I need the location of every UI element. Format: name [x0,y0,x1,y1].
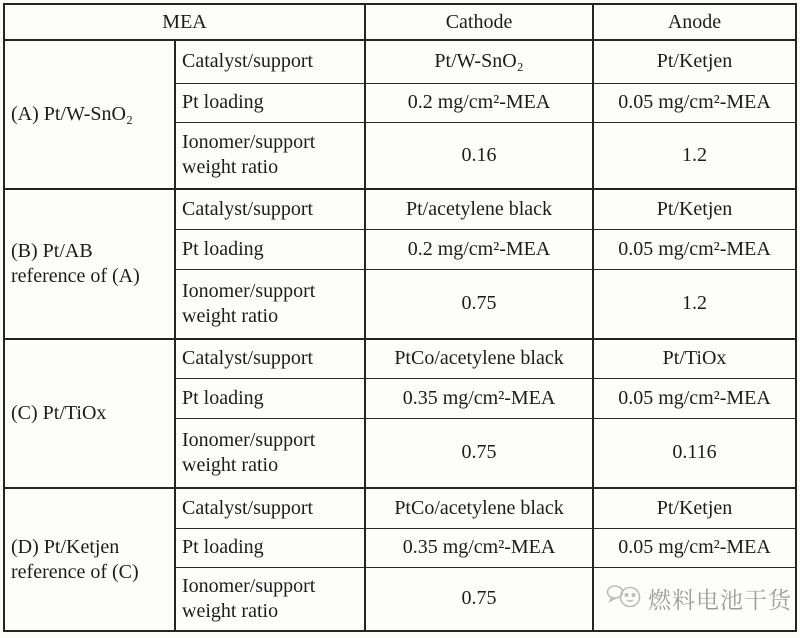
group-label-b: (B) Pt/AB reference of (A) [4,189,175,339]
cathode-value: PtCo/acetylene black [365,339,593,378]
anode-value: Pt/Ketjen [593,40,796,83]
anode-value: Pt/Ketjen [593,488,796,528]
row-label: Catalyst/support [175,40,365,83]
anode-value: 0.116 [593,418,796,488]
cathode-value: 0.35 mg/cm²-MEA [365,378,593,418]
group-label-a: (A) Pt/W-SnO₂ [4,40,175,189]
header-anode: Anode [593,4,796,40]
row-label: Ionomer/support weight ratio [175,567,365,631]
header-cathode: Cathode [365,4,593,40]
row-label: Pt loading [175,378,365,418]
row-label: Ionomer/support weight ratio [175,418,365,488]
table-header-row [4,4,796,40]
row-label: Catalyst/support [175,488,365,528]
row-label: Pt loading [175,229,365,269]
cathode-value: Pt/acetylene black [365,189,593,229]
anode-value: 0.05 mg/cm²-MEA [593,83,796,122]
anode-value: Pt/TiOx [593,339,796,378]
anode-value: 1.2 [593,122,796,189]
anode-value: 1.2 [593,269,796,339]
anode-value: 0.05 mg/cm²-MEA [593,528,796,567]
cathode-value: 0.2 mg/cm²-MEA [365,229,593,269]
anode-value: 0.05 mg/cm²-MEA [593,229,796,269]
group-label-d: (D) Pt/Ketjen reference of (C) [4,488,175,631]
header-mea: MEA [4,4,365,40]
cathode-value: 0.16 [365,122,593,189]
table-row [4,40,796,83]
row-label: Pt loading [175,83,365,122]
cathode-value: Pt/W-SnO₂ [365,40,593,83]
anode-value [593,567,796,631]
table-row [4,189,796,229]
cathode-value: 0.75 [365,269,593,339]
row-label: Catalyst/support [175,339,365,378]
cathode-value: 0.2 mg/cm²-MEA [365,83,593,122]
cathode-value: 0.75 [365,567,593,631]
table-row [4,339,796,378]
group-label-c: (C) Pt/TiOx [4,339,175,488]
cathode-value: 0.75 [365,418,593,488]
table-row [4,488,796,528]
anode-value: 0.05 mg/cm²-MEA [593,378,796,418]
cathode-value: PtCo/acetylene black [365,488,593,528]
watermark-text: 燃料电池干货 [648,587,792,614]
row-label: Catalyst/support [175,189,365,229]
row-label: Pt loading [175,528,365,567]
cathode-value: 0.35 mg/cm²-MEA [365,528,593,567]
anode-value: Pt/Ketjen [593,189,796,229]
mea-spec-table [3,3,797,632]
row-label: Ionomer/support weight ratio [175,122,365,189]
row-label: Ionomer/support weight ratio [175,269,365,339]
